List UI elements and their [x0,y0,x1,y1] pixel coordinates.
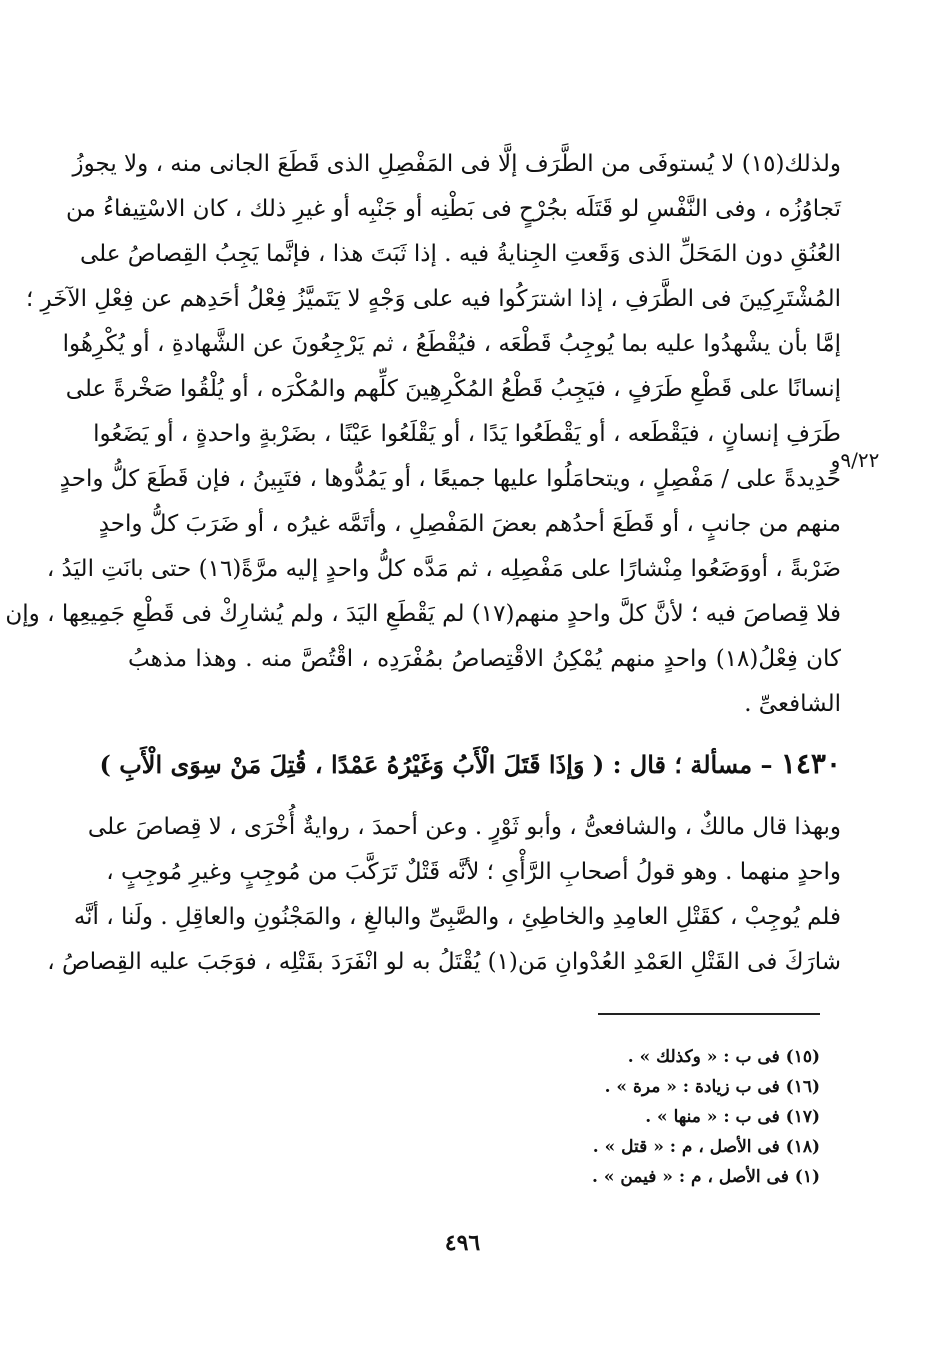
paragraph-commentary [47,805,841,985]
text-line: ضَرْبةً ، أووَضَعُوا مِنْشارًا على مَفْصِلِه ، ثم مَدَّه كلُّ واحدٍ إليه مرَّةً(١٦) حتى بانَتِ اليَدُ ، [46,556,841,582]
text-line: العُنُقِ دون المَحَلِّ الذى وَقَعتِ الجِنايةُ فيه . إذا ثَبَتَ هذا ، فإنَّما يَجِبُ القِصاصُ على [79,241,841,267]
footnote: (١٧) فى ب : « منها » . [645,1107,820,1127]
footnote: (١) فى الأصل ، م : « فيمن » . [591,1167,820,1187]
issue-number: ١٤٣٠ [780,747,841,780]
text-line: الشافعىِّ . [744,691,841,717]
heading-close: ) [99,750,111,779]
text-line: المُشْتَرِكِينَ فى الطَّرَفِ ، إذا اشترَكُوا فيه على وَجْهٍ لا يَتَميَّزُ فِعْلُ أحَدِهم عن فِعْلِ الآخَرِ ؛ [25,286,841,312]
text-line: وبهذا قال مالكٌ ، والشافعىُّ ، وأبو ثَوْرٍ . وعن أحمدَ ، روايةٌ أُخْرَى ، لا قِصاصَ على [87,814,841,840]
text-line: فلا قِصاصَ فيه ؛ لأنَّ كلَّ واحدٍ منهم(١٧) لم يَقْطَعِ اليَدَ ، ولم يُشارِكْ فى قَطْعِ جَمِيعِها ، وإن [5,601,841,627]
paragraph-main [5,142,841,727]
text-line: تَجاوُزُه ، وفى النَّفْسِ لو قَتَلَه بجُرْحٍ فى بَطْنِه أو جَنْبِه أو غيرِ ذلك ، كان الاسْتِيفاءُ من [66,196,841,222]
footnote: (١٨) فى الأصل ، م : « قتل » . [592,1137,820,1157]
text-line: شارَكَ فى القَتْلِ العَمْدِ العُدْوانِ مَن(١) يُقْتَلُ به لو انْفَرَدَ بقَتْلِه ، فوَجَبَ عليه القِصاصُ ، [47,949,841,975]
issue-heading [99,740,841,788]
margin-manuscript-reference: ٩/٢٢و [830,448,880,472]
text-line: إنسانًا على قَطْعِ طَرَفٍ ، فيَجِبُ قَطْعُ المُكْرِهِينَ كلِّهم والمُكْرَه ، أو يُلْقُوا صَخْرةً على [65,376,841,402]
text-line: واحدٍ منهما . وهو قولُ أصحابِ الرَّأْىِ ؛ لأنَّه قَتْلٌ تَرَكَّبَ من مُوجِبٍ وغيرِ مُوجِبٍ ، [106,859,841,885]
footnote: (١٥) فى ب : « وكذلك » . [627,1047,820,1067]
footnotes [560,1042,820,1192]
heading-text: وَإذَا قَتَلَ الْأَبُ وَغَيْرُهُ عَمْدًا ، قُتِلَ مَنْ سِوَى الْأَبِ [119,750,585,779]
text-line: حَدِيدةً على / مَفْصِلٍ ، ويتحامَلُوا عليها جميعًا ، أو يَمُدُّوها ، فتَبِينُ ، فإن قَطَعَ كلُّ واحدٍ [59,466,841,492]
heading-label: مسألة ؛ قال : ( [592,750,753,779]
page-number: ٤٩٦ [444,1230,481,1256]
text-line: ولذلك(١٥) لا يُستوفَى من الطَّرَف إلَّا فى المَفْصِلِ الذى قَطَعَ الجانى منه ، ولا يجوزُ [72,151,841,177]
text-line: فلم يُوجِبْ ، كقَتْلِ العامِدِ والخاطِئِ ، والصَّبِىِّ والبالغِ ، والمَجْنُونِ والعاقِلِ . ولَنا ، أنَّه [73,904,841,930]
footnote: (١٦) فى ب زيادة : « مرة » . [604,1077,820,1097]
text-line: طَرَفِ إنسانٍ ، فيَقْطَعه ، أو يَقْطَعُوا يَدًا ، أو يَقْلَعُوا عَيْنًا ، بضَرْبةٍ واحدةٍ ، أو يَضَعُوا [93,421,841,447]
footnote-separator [598,1013,820,1015]
heading-dash: – [760,750,773,779]
text-line: إمَّا بأن يشْهدُوا عليه بما يُوجِبُ قَطْعَه ، فيُقْطَعُ ، ثم يَرْجِعُونَ عن الشَّهادةِ ، أو يُكْرِهُوا [62,331,841,357]
text-line: كان فِعْلُ(١٨) واحدٍ منهم يُمْكِنُ الاقْتِصاصُ بمُفْرَدِه ، اقْتُصَّ منه . وهذا مذهبُ [128,646,841,672]
text-line: منهم من جانبٍ ، أو قَطَعَ أحدُهم بعضَ المَفْصِلِ ، وأتَمَّه غيرُه ، أو ضَرَبَ كلُّ واحدٍ [98,511,841,537]
